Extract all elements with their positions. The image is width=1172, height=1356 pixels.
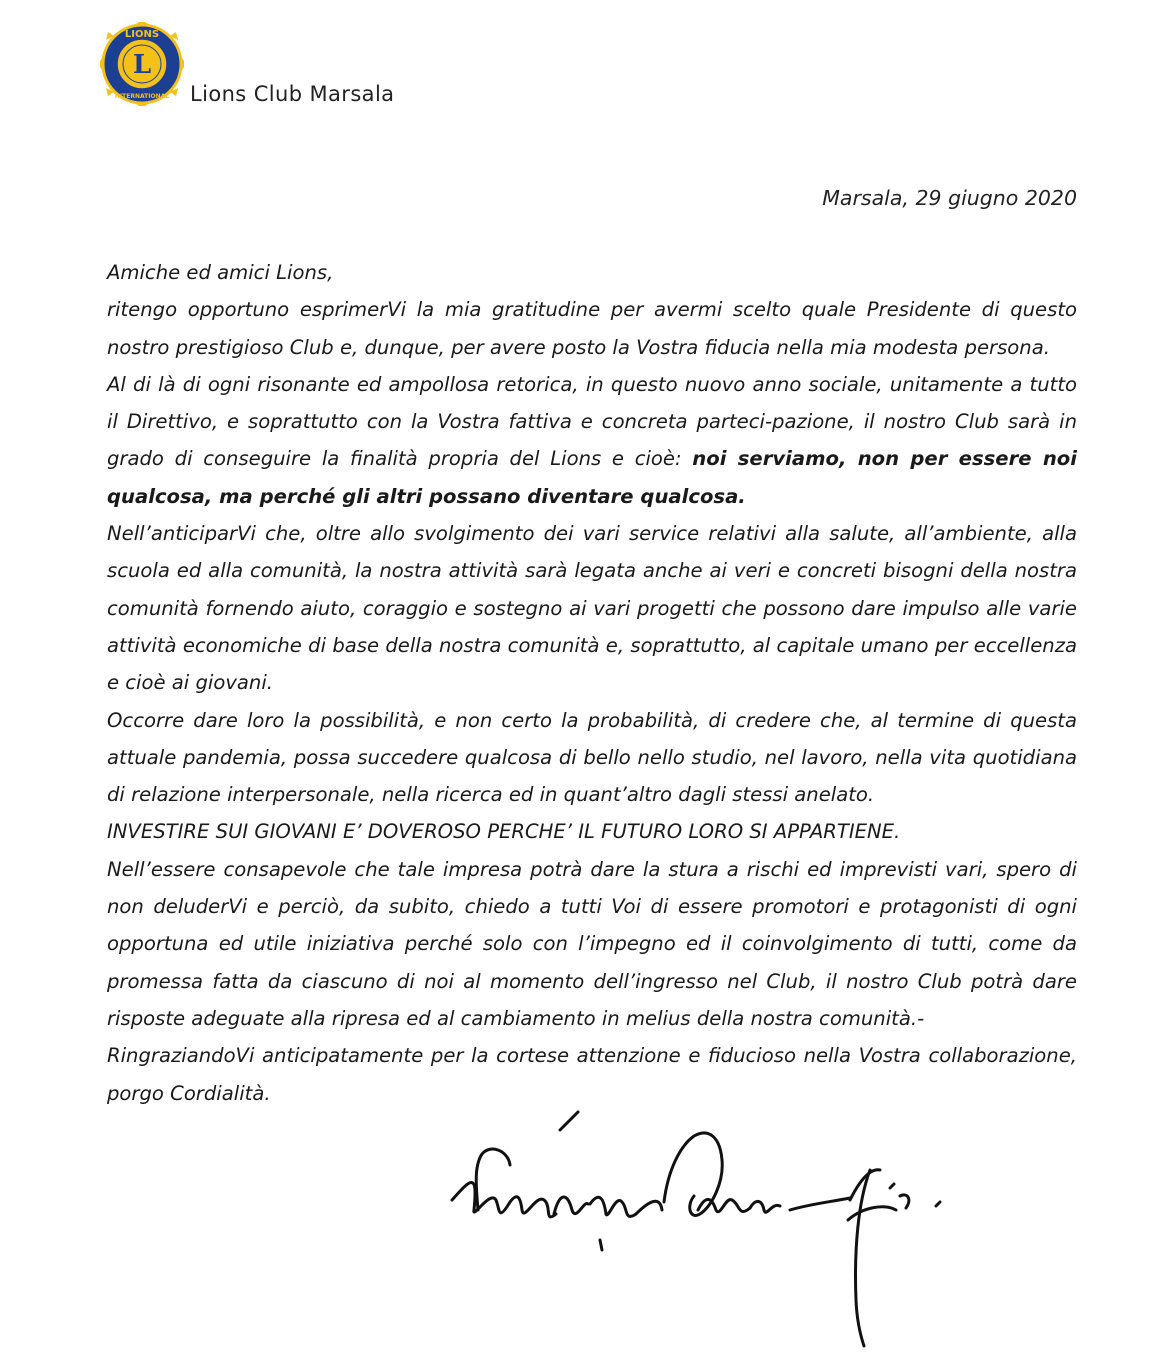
lions-motto: noi serviamo, non per essere noi qualcosa, ma perché gli altri possano diventare qualcosa. (107, 447, 1077, 508)
logo-international-text: INTERNATIONAL (114, 93, 170, 100)
paragraph-invest-youth: INVESTIRE SUI GIOVANI E’ DOVEROSO PERCHE’ IL FUTURO LORO SI APPARTIENE. (107, 820, 901, 844)
purpose-text: Al di là di ogni risonante ed ampollosa retorica, in questo nuovo anno sociale, unitamente a tutto il Direttivo, e soprattutto con la Vostra fattiva e concreta parteci-pazione, il nostro Club sarà in grado di conseguire la finalità propria del Lions e cioè: (107, 372, 1077, 471)
club-name: Lions Club Marsala (190, 82, 395, 106)
letterhead (100, 22, 500, 112)
greeting: Amiche ed amici Lions, (107, 261, 334, 284)
lions-logo-icon (100, 22, 184, 106)
paragraph-closing: RingraziandoVi anticipatamente per la cortese attenzione e fiducioso nella Vostra collaborazione, porgo Cordialità. (107, 1044, 1077, 1105)
paragraph-activities: Nell’anticiparVi che, oltre allo svolgimento dei vari service relativi alla salute, all’ambiente, alla scuola ed alla comunità, la nostra attività sarà legata anche ai veri e concreti bisogni della nostra comunità fornendo aiuto, coraggio e sostegno ai vari progetti che possono dare impulso alle varie attività economiche di base della nostra comunità e, soprattutto, al capitale umano per eccellenza e cioè ai giovani. (107, 522, 1077, 695)
logo-letter: L (132, 50, 152, 80)
paragraph-commitment: Nell’essere consapevole che tale impresa potrà dare la stura a rischi ed imprevisti vari, spero di non deluderVi e perciò, da subito, chiedo a tutti Voi di essere promotori e protagonisti di ogni opportuna ed utile iniziativa perché solo con l’impegno ed il coinvolgimento di tutti, come da promessa fatta da ciascuno di noi al momento dell’ingresso nel Club, il nostro Club potrà dare risposte adeguate alla ripresa ed al cambiamento in melius della nostra comunità.- (107, 857, 1077, 1030)
paragraph-youth: Occorre dare loro la possibilità, e non certo la probabilità, di credere che, al termine di questa attuale pandemia, possa succedere qualcosa di bello nello studio, nel lavoro, nella vita quotidiana di relazione interpersonale, nella ricerca ed in quant’altro dagli stessi anelato. (107, 708, 1077, 807)
logo-lions-text: LIONS (124, 29, 160, 40)
paragraph-purpose (107, 366, 1077, 515)
letter-date: Marsala, 29 giugno 2020 (822, 186, 1077, 210)
handwritten-signature (450, 1110, 1010, 1350)
paragraph-gratitude: ritengo opportuno esprimerVi la mia gratitudine per avermi scelto quale Presidente di questo nostro prestigioso Club e, dunque, per avere posto la Vostra fiducia nella mia modesta persona. (107, 298, 1077, 359)
letter-body (107, 254, 1077, 1112)
